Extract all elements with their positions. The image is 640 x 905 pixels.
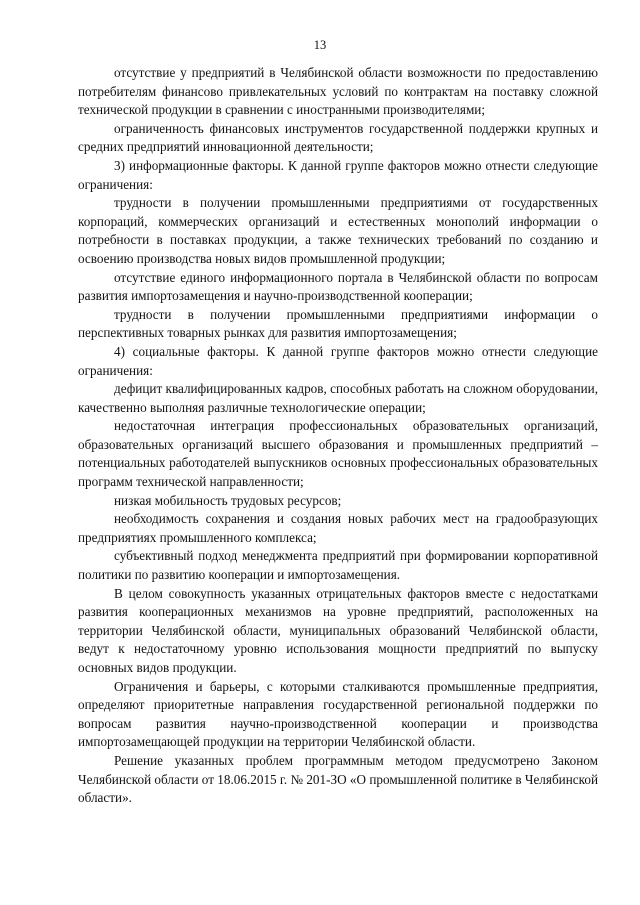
document-body — [78, 64, 598, 808]
paragraph-9: недостаточная интеграция профессиональных образовательных организаций, образовательных организаций высшего образования и промышленных предприятий – потенциальных работодателей выпускников основных профессиональных образовательных программ технической направленности; — [78, 418, 598, 490]
paragraph-2: ограниченность финансовых инструментов государственной поддержки крупных и средних предприятий инновационной деятельности; — [78, 120, 598, 155]
paragraph-1: отсутствие у предприятий в Челябинской области возможности по предоставлению потребителям финансово привлекательных условий по контрактам на поставку сложной технической продукции в сравнении с иностранными производителями; — [78, 65, 598, 118]
paragraph-13: В целом совокупность указанных отрицательных факторов вместе с недостатками развития кооперационных механизмов на уровне предприятий, расположенных на территории Челябинской области, муниципальных образований Челябинской области, ведут к недостаточному уровню использования мощности предприятий по выпуску основных видов продукции. — [78, 585, 598, 675]
paragraph-6: трудности в получении промышленными предприятиями информации о перспективных товарных рынках для развития импортозамещения; — [78, 306, 598, 341]
paragraph-10: низкая мобильность трудовых ресурсов; — [114, 492, 342, 508]
paragraph-11: необходимость сохранения и создания новых рабочих мест на градообразующих предприятиях промышленного комплекса; — [78, 511, 598, 545]
paragraph-12: субъективный подход менеджмента предприятий при формировании корпоративной политики по развитию кооперации и импортозамещения. — [78, 548, 598, 583]
paragraph-15: Решение указанных проблем программным методом предусмотрено Законом Челябинской области от 18.06.2015 г. № 201-ЗО «О промышленной политике в Челябинской области». — [78, 752, 599, 806]
paragraph-4: трудности в получении промышленными предприятиями от государственных корпораций, коммерческих организаций и естественных монополий информации о потребности в поставках продукции, а также технических требований по созданию и освоению производства новых видов промышленной продукции; — [78, 195, 598, 266]
page-number: 13 — [313, 38, 327, 52]
paragraph-14: Ограничения и барьеры, с которыми сталкиваются промышленные предприятия, определяют приоритетные направления государственной региональной поддержки по вопросам развития научно-производственной кооперации и производства импортозамещающей продукции на территории Челябинской области. — [78, 678, 598, 750]
paragraph-5: отсутствие единого информационного портала в Челябинской области по вопросам развития импортозамещения и научно-производственной кооперации; — [78, 269, 598, 304]
paragraph-7: 4) социальные факторы. К данной группе факторов можно отнести следующие ограничения: — [78, 343, 598, 378]
paragraph-3: 3) информационные факторы. К данной группе факторов можно отнести следующие ограничения: — [78, 157, 598, 192]
paragraph-8: дефицит квалифицированных кадров, способных работать на сложном оборудовании, качественно выполняя различные технологические операции; — [78, 381, 598, 415]
